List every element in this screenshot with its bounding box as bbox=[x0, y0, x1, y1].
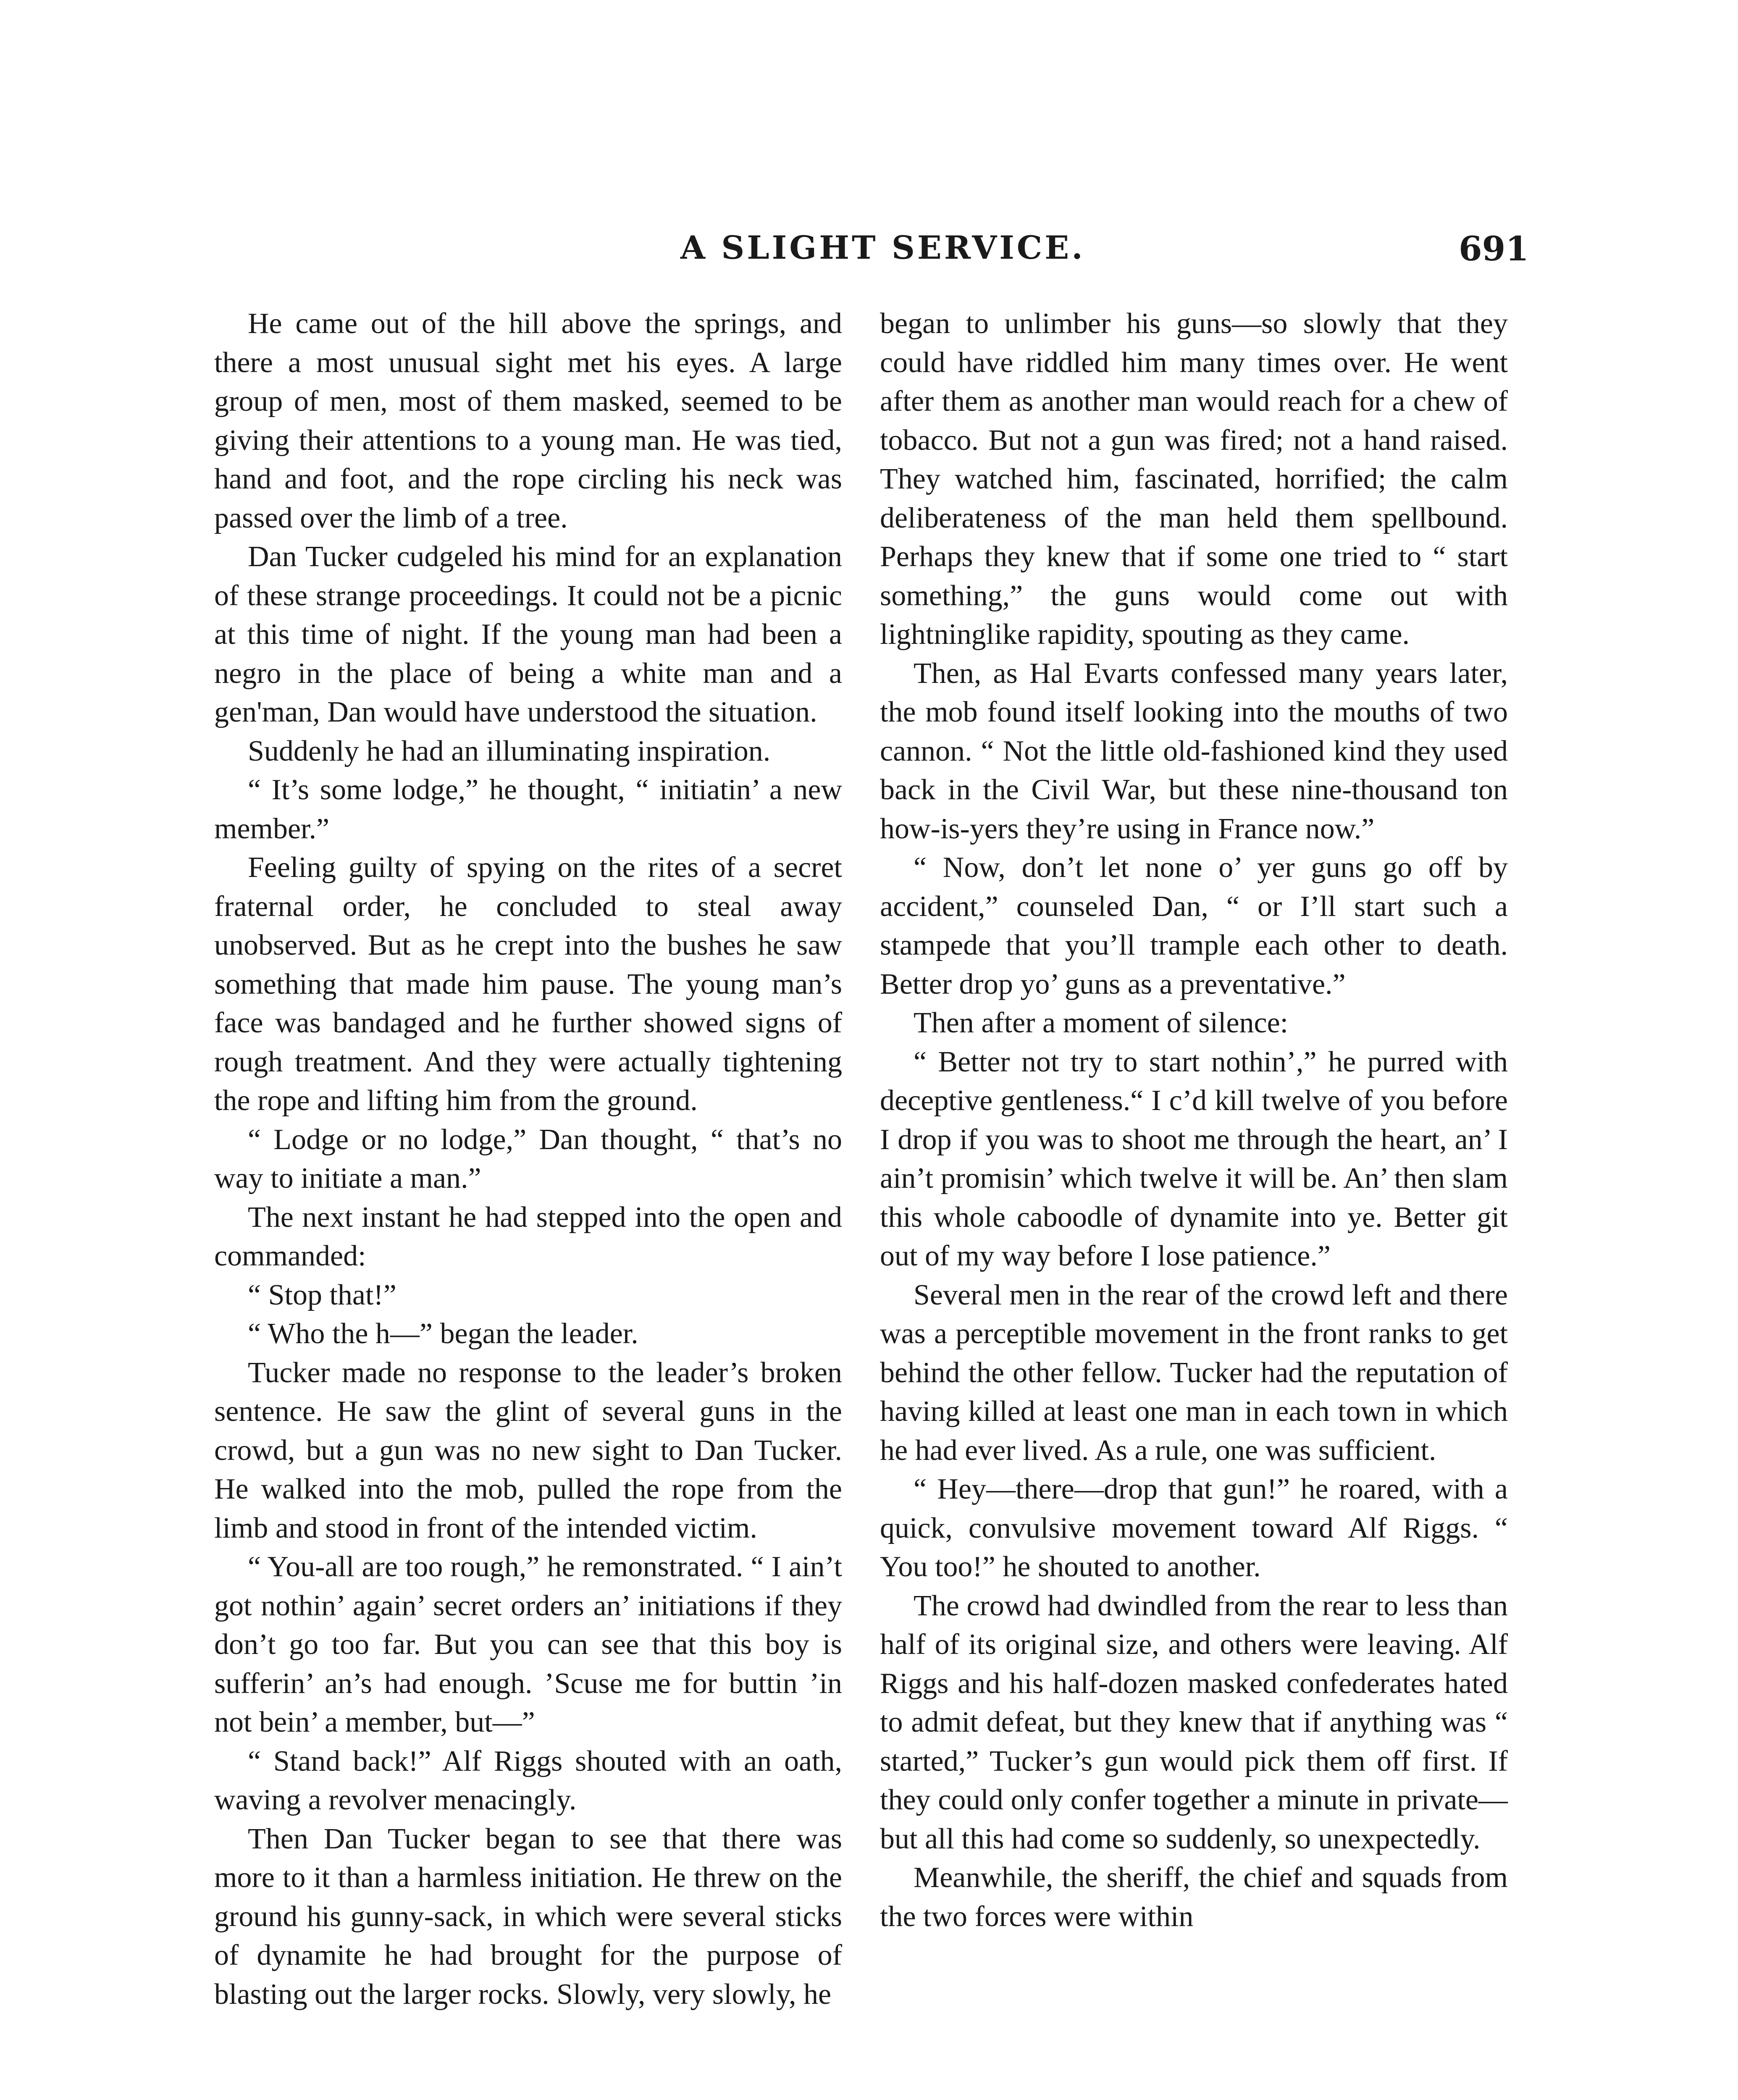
paragraph: Then after a moment of silence: bbox=[914, 1007, 1289, 1039]
paragraph: Feeling guilty of spying on the rites of a secret fraternal order, he concluded to steal away unobserved. But as he crept into the bushes he saw something that made him pause. The young man’s face was bandaged and he further showed signs of rough treatment. And they were actually tightening the rope and lifting him from the ground. bbox=[214, 851, 842, 1117]
paragraph: “ Stop that!” bbox=[248, 1278, 396, 1311]
paragraph: Meanwhile, the sheriff, the chief and squads from the two forces were within bbox=[880, 1861, 1508, 1933]
paragraph: Tucker made no response to the leader’s broken sentence. He saw the glint of several guns in the crowd, but a gun was no new sight to Dan Tucker. He walked into the mob, pulled the rope from the limb and stood in front of the intended victim. bbox=[214, 1356, 842, 1544]
paragraph: “ Stand back!” Alf Riggs shouted with an oath, waving a revolver menacingly. bbox=[214, 1745, 842, 1816]
paragraph: “ It’s some lodge,” he thought, “ initiatin’ a new member.” bbox=[214, 774, 842, 845]
paragraph: “ Who the h—” began the leader. bbox=[248, 1318, 638, 1350]
paragraph: The next instant he had stepped into the open and commanded: bbox=[214, 1201, 842, 1272]
paragraph: The crowd had dwindled from the rear to less than half of its original size, and others were leaving. Alf Riggs and his half-dozen masked confederates hated to admit defeat, but they knew that if anything was “ started,” Tucker’s gun would pick them off first. If they could only confer together a minute in private—but all this had come so suddenly, so unexpectedly. bbox=[880, 1589, 1508, 1855]
left-column bbox=[214, 304, 842, 2014]
paragraph: Several men in the rear of the crowd left and there was a perceptible movement in the front ranks to get behind the other fellow. Tucker had the reputation of having killed at least one man in each town in which he had ever lived. As a rule, one was sufficient. bbox=[880, 1278, 1508, 1467]
paragraph: “ Lodge or no lodge,” Dan thought, “ that’s no way to initiate a man.” bbox=[214, 1123, 842, 1194]
paragraph: He came out of the hill above the springs, and there a most unusual sight met his eyes. A large group of men, most of them masked, seemed to be giving their attentions to a young man. He was tied, hand and foot, and the rope circling his neck was passed over the limb of a tree. bbox=[214, 307, 842, 534]
paragraph: Dan Tucker cudgeled his mind for an explanation of these strange proceedings. It could not be a picnic at this time of night. If the young man had been a negro in the place of being a white man and a gen'man, Dan would have understood the situation. bbox=[214, 541, 842, 728]
right-column bbox=[880, 304, 1508, 1936]
running-title: A SLIGHT SERVICE. bbox=[680, 229, 1085, 266]
page-header bbox=[210, 229, 1529, 275]
paragraph: Then, as Hal Evarts confessed many years later, the mob found itself looking into the mouths of two cannon. “ Not the little old-fashioned kind they used back in the Civil War, but these nine-thousand ton how-is-yers they’re using in France now.” bbox=[880, 657, 1508, 845]
paragraph: Then Dan Tucker began to see that there was more to it than a harmless initiation. He threw on the ground his gunny-sack, in which were several sticks of dynamite he had brought for the purpose of blasting out the larger rocks. Slowly, very slowly, he bbox=[214, 1822, 842, 2011]
paragraph: “ Hey—there—drop that gun!” he roared, with a quick, convulsive movement toward Alf Riggs. “ You too!” he shouted to another. bbox=[880, 1473, 1508, 1583]
paragraph: “ You-all are too rough,” he remonstrated. “ I ain’t got nothin’ again’ secret orders an’ initiations if they don’t go too far. But you can see that this boy is sufferin’ an’s had enough. ’Scuse me for buttin ’in not bein’ a member, but—” bbox=[214, 1551, 842, 1738]
paragraph: “ Better not try to start nothin’,” he purred with deceptive gentleness.“ I c’d kill twelve of you before I drop if you was to shoot me through the heart, an’ I ain’t promisin’ which twelve it will be. An’ then slam this whole caboodle of dynamite into ye. Better git out of my way before I lose patience.” bbox=[880, 1045, 1508, 1272]
paragraph-continued: began to unlimber his guns—so slowly that they could have riddled him many times over. He went after them as another man would reach for a chew of tobacco. But not a gun was fired; not a hand raised. They watched him, fascinated, horrified; the calm deliberateness of the man held them spellbound. Perhaps they knew that if some one tried to “ start something,” the guns would come out with lightninglike rapidity, spouting as they came. bbox=[880, 307, 1508, 651]
paragraph: “ Now, don’t let none o’ yer guns go off by accident,” counseled Dan, “ or I’ll start such a stampede that you’ll trample each other to death. Better drop yo’ guns as a preventative.” bbox=[880, 851, 1508, 1000]
paragraph: Suddenly he had an illuminating inspiration. bbox=[248, 735, 771, 767]
page-number: 691 bbox=[1459, 229, 1529, 268]
